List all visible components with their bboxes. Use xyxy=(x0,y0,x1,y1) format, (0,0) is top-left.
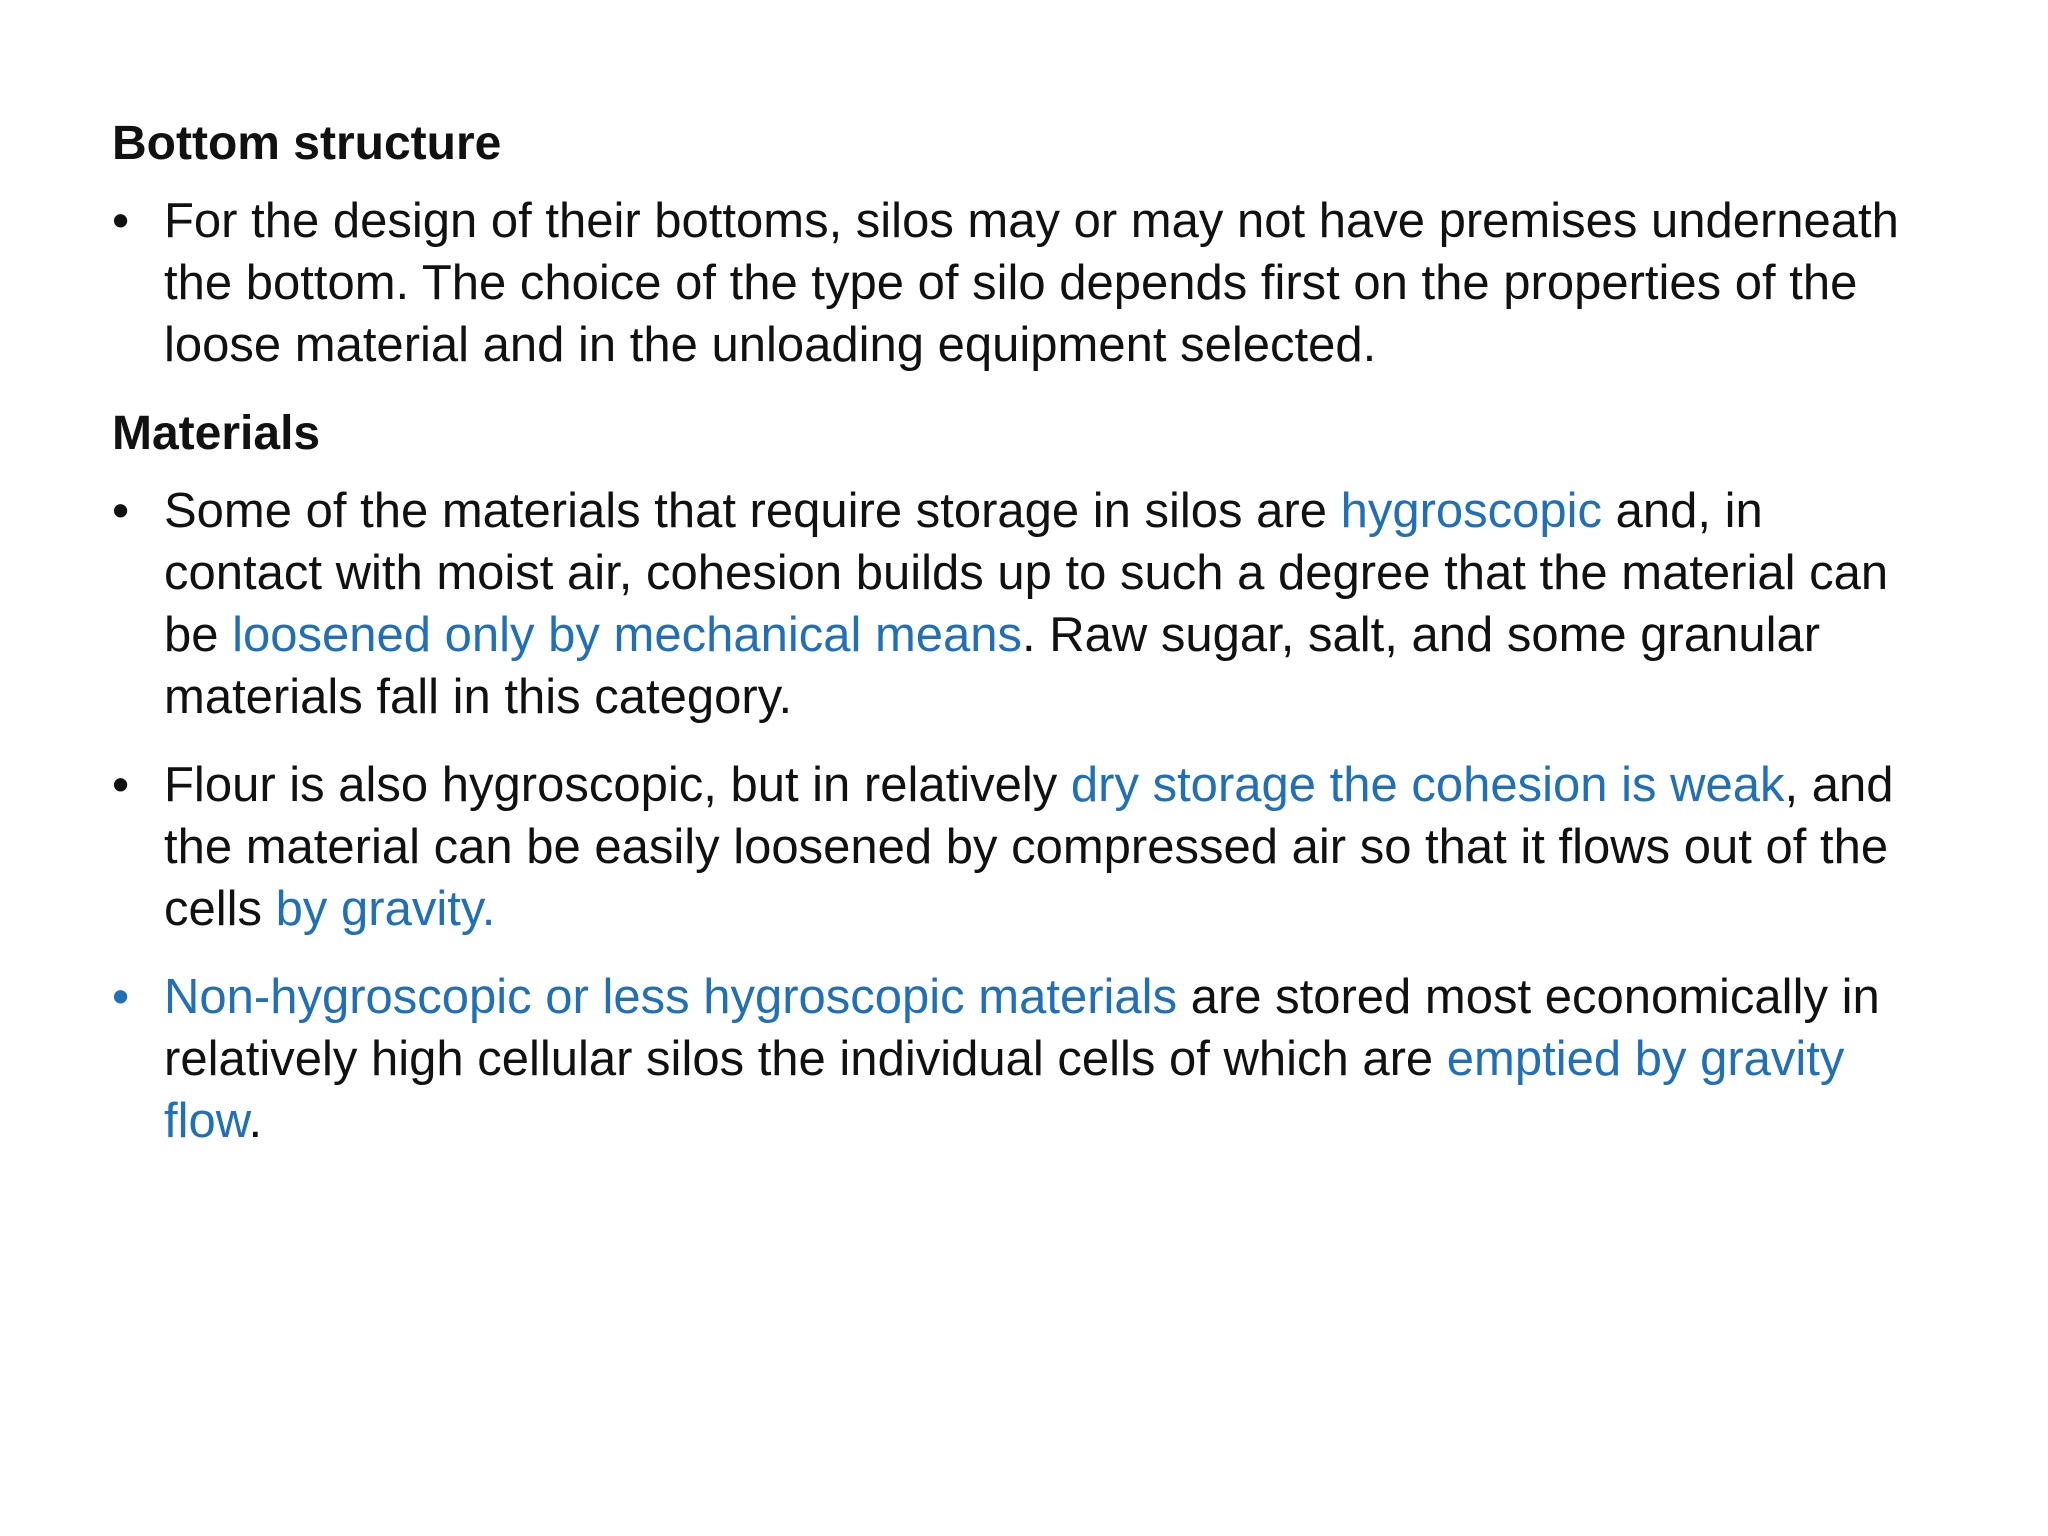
text-segment: Some of the materials that require storage in silos are xyxy=(164,484,1341,538)
highlighted-text-segment: dry storage the cohesion is weak xyxy=(1070,758,1785,812)
highlighted-text-segment: Non-hygroscopic or less hygroscopic materials xyxy=(164,970,1178,1024)
section-heading-materials: Materials xyxy=(112,407,321,460)
text-segment: . Raw sugar, salt, and some granular materials fall in this category. xyxy=(164,608,1821,724)
highlighted-text-segment: hygroscopic xyxy=(1340,484,1603,538)
bullet-item xyxy=(112,190,1932,376)
text-segment: Flour is also hygroscopic, but in relatively xyxy=(164,758,1071,812)
bullet-list-bottom-structure xyxy=(112,190,1932,376)
highlighted-text-segment: by gravity. xyxy=(275,882,496,936)
bullet-dot-icon: • xyxy=(112,758,130,812)
bullet-text xyxy=(164,758,1894,936)
bullet-text xyxy=(164,970,1880,1148)
bullet-dot-icon: • xyxy=(112,484,130,538)
text-segment: , and the material can be easily loosened by compressed air so that it flows out of the cells xyxy=(164,758,1894,936)
bullet-item xyxy=(112,480,1932,728)
bullet-item xyxy=(112,754,1932,940)
text-segment: For the design of their bottoms, silos may or may not have premises underneath the bottom. The choice of the type of silo depends first on the properties of the loose material and in the unloading equipment selected. xyxy=(164,194,1899,372)
bullet-item xyxy=(112,966,1932,1152)
bullet-dot-icon: • xyxy=(112,970,130,1024)
bullet-text xyxy=(164,194,1899,372)
text-segment: and, in contact with moist air, cohesion builds up to such a degree that the material can be xyxy=(164,484,1889,662)
slide-content xyxy=(112,112,1932,1178)
text-segment: are stored most economically in relatively high cellular silos the individual cells of which are xyxy=(164,970,1880,1086)
highlighted-text-segment: loosened only by mechanical means xyxy=(232,608,1023,662)
bullet-list-materials xyxy=(112,480,1932,1152)
text-segment: . xyxy=(248,1094,263,1148)
bullet-text xyxy=(164,484,1888,724)
section-heading-bottom-structure: Bottom structure xyxy=(112,117,502,170)
bullet-dot-icon: • xyxy=(112,194,130,248)
highlighted-text-segment: emptied by gravity flow xyxy=(164,1032,1845,1148)
